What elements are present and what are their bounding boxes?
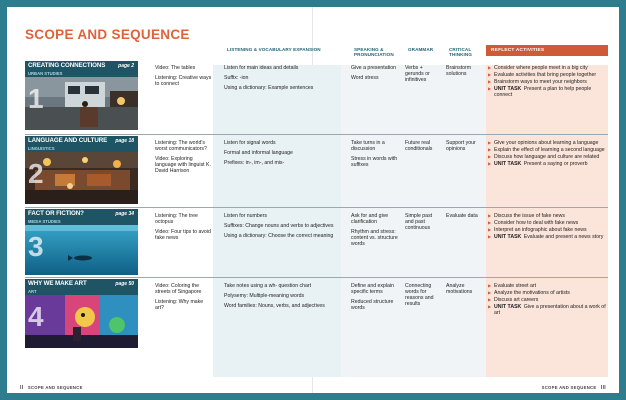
unit-subject: MEDIA STUDIES xyxy=(28,218,61,224)
scope-sequence-spread xyxy=(7,7,619,393)
reflect-text: Discuss the issue of fake news xyxy=(494,213,565,219)
cell-item: Listen for signal words xyxy=(224,140,276,146)
reflect-item xyxy=(488,220,606,226)
reflect-text: Brainstorm ways to meet your neighbors xyxy=(494,79,587,86)
cell-item: Polysemy: Multiple-meaning words xyxy=(224,293,305,300)
footer-right xyxy=(542,385,609,391)
cell-item: Future real conditionals xyxy=(405,140,433,153)
reflect-item xyxy=(488,65,606,71)
unit-photo xyxy=(25,295,138,348)
video-listening-cell xyxy=(155,213,213,245)
critical-thinking-cell xyxy=(446,65,484,81)
unit-page[interactable] xyxy=(115,281,134,287)
grammar-cell xyxy=(405,140,442,156)
unit-page[interactable] xyxy=(115,138,134,144)
reflect-text: Explain the effect of learning a second language xyxy=(494,147,605,154)
video-listening-cell xyxy=(155,283,213,315)
reflect-item xyxy=(488,79,606,85)
critical-thinking-cell xyxy=(446,283,484,299)
cell-item: Analyze motivations xyxy=(446,283,473,296)
unit-number: 3 xyxy=(28,231,44,262)
unit-row xyxy=(25,279,608,349)
unit-title-bar[interactable] xyxy=(25,209,138,225)
cell-item: Listening: The tree octopus xyxy=(155,213,198,226)
reflect-item xyxy=(488,147,606,153)
reflect-item xyxy=(488,161,606,167)
cell-item: Take notes using a wh- question chart xyxy=(224,283,312,289)
cell-item: Connecting words for reasons and results xyxy=(405,283,434,308)
reflect-item xyxy=(488,72,606,78)
cell-item: Ask for and give clarification xyxy=(351,213,389,226)
unit-subject: LINGUISTICS xyxy=(28,145,55,151)
unit-row xyxy=(25,61,608,132)
unit-task-label: UNIT TASK xyxy=(494,161,522,168)
cell-item: Stress in words with suffixes xyxy=(351,156,398,169)
cell-item: Take turns in a discussion xyxy=(351,140,385,153)
listening-vocab-cell xyxy=(224,213,334,243)
footer-running-head: SCOPE AND SEQUENCE xyxy=(27,385,83,390)
cell-item: Rhythm and stress: content vs. structure words xyxy=(351,229,398,248)
reflect-item xyxy=(488,227,606,233)
critical-thinking-cell xyxy=(446,213,484,223)
cell-item: Word stress xyxy=(351,75,379,82)
listening-vocab-cell xyxy=(224,65,334,95)
reflect-item xyxy=(488,154,606,160)
unit-title-bar[interactable] xyxy=(25,279,138,295)
header-critical: CRITICAL THINKING xyxy=(449,47,473,58)
video-listening-cell xyxy=(155,65,213,91)
unit-task-label: UNIT TASK xyxy=(494,304,522,311)
footer-page-number: II xyxy=(20,385,24,391)
cell-item: Reduced structure words xyxy=(351,299,394,312)
unit-title: CREATING CONNECTIONS xyxy=(28,62,106,69)
unit-title-bar[interactable] xyxy=(25,136,138,152)
reflect-item xyxy=(488,290,606,296)
page-word: page xyxy=(115,138,128,144)
cell-item: Give a presentation xyxy=(351,65,396,71)
row-divider xyxy=(25,277,608,278)
reflect-text: Present a saying or proverb xyxy=(523,161,588,168)
unit-number: 1 xyxy=(28,83,44,114)
cell-item: Define and explain specific terms xyxy=(351,283,394,296)
cell-item: Prefixes: in-, im-, and mis- xyxy=(224,160,285,167)
cell-item: Suffixes: Change nouns and verbs to adjectives xyxy=(224,223,334,230)
cell-item: Listen for numbers xyxy=(224,213,267,219)
unit-number: 4 xyxy=(28,301,44,332)
reflect-item xyxy=(488,297,606,303)
reflect-item xyxy=(488,213,606,219)
unit-photo xyxy=(25,77,138,130)
unit-title: WHY WE MAKE ART xyxy=(28,280,87,287)
cell-item: Video: Four tips to avoid fake news xyxy=(155,229,211,242)
footer-page-number: III xyxy=(600,385,606,391)
speaking-cell xyxy=(351,283,399,315)
reflect-text: Discuss art careers xyxy=(494,297,539,304)
listening-vocab-cell xyxy=(224,140,334,170)
page-word: page xyxy=(115,281,128,287)
unit-subject: URBAN STUDIES xyxy=(28,70,63,76)
page-word: page xyxy=(115,211,128,217)
footer-running-head: SCOPE AND SEQUENCE xyxy=(541,385,597,390)
critical-thinking-cell xyxy=(446,140,484,156)
unit-row xyxy=(25,209,608,276)
grammar-cell xyxy=(405,283,442,311)
reflect-text: Give a presentation about a work of art xyxy=(494,304,606,317)
cell-item: Support your opinions xyxy=(446,140,476,153)
unit-page[interactable] xyxy=(118,63,134,69)
cell-item: Evaluate data xyxy=(446,213,478,219)
cell-item: Video: Exploring language with linguist K. David Harrison xyxy=(155,156,211,175)
unit-task-label: UNIT TASK xyxy=(494,86,522,93)
cell-item: Brainstorm solutions xyxy=(446,65,472,78)
header-reflect: REFLECT ACTIVITIES xyxy=(486,45,608,56)
unit-page-number: 2 xyxy=(131,63,134,69)
reflect-text: Evaluate street art xyxy=(494,283,537,289)
reflect-item xyxy=(488,140,606,146)
cell-item: Using a dictionary: Choose the correct meaning xyxy=(224,233,334,240)
unit-photo xyxy=(25,152,138,204)
reflect-text: Consider how to deal with fake news xyxy=(494,220,579,227)
unit-row xyxy=(25,136,608,206)
reflect-cell xyxy=(488,213,606,241)
grammar-cell xyxy=(405,213,442,235)
reflect-text: Analyze the motivations of artists xyxy=(494,290,570,297)
cell-item: Listening: Why make art? xyxy=(155,299,204,312)
unit-page[interactable] xyxy=(115,211,134,217)
page-word: page xyxy=(118,63,130,69)
cell-item: Video: Coloring the streets of Singapore xyxy=(155,283,202,296)
unit-title-bar[interactable] xyxy=(25,61,138,77)
cell-item: Video: The tables xyxy=(155,65,196,71)
speaking-cell xyxy=(351,65,399,85)
header-grammar: GRAMMAR xyxy=(408,47,434,52)
footer-left xyxy=(17,385,83,391)
row-divider xyxy=(25,207,608,208)
row-divider xyxy=(25,134,608,135)
reflect-cell xyxy=(488,140,606,168)
cell-item: Suffix: -ion xyxy=(224,75,249,82)
grammar-cell xyxy=(405,65,442,87)
cell-item: Listen for main ideas and details xyxy=(224,65,299,71)
speaking-cell xyxy=(351,140,399,172)
reflect-cell xyxy=(488,283,606,317)
unit-title: FACT OR FICTION? xyxy=(28,210,84,217)
cell-item: Simple past and past continuous xyxy=(405,213,433,232)
reflect-text: Evaluate activities that bring people together xyxy=(494,72,597,79)
cell-item: Word families: Nouns, verbs, and adjectives xyxy=(224,303,325,310)
reflect-cell xyxy=(488,65,606,99)
reflect-text: Present a plan to help people connect xyxy=(494,86,592,99)
page-title: SCOPE AND SEQUENCE xyxy=(25,27,190,42)
cell-item: Listening: The world's worst communicators? xyxy=(155,140,207,153)
unit-subject: ART xyxy=(28,288,37,294)
reflect-item xyxy=(488,234,606,240)
unit-title: LANGUAGE AND CULTURE xyxy=(28,137,108,144)
cell-item: Using a dictionary: Example sentences xyxy=(224,85,314,92)
reflect-text: Consider where people meet in a big city xyxy=(494,65,588,71)
cell-item: Verbs + gerunds or infinitives xyxy=(405,65,430,84)
speaking-cell xyxy=(351,213,399,251)
cell-item: Listening: Creative ways to connect xyxy=(155,75,212,88)
unit-page-number: 34 xyxy=(128,211,134,217)
unit-photo xyxy=(25,225,138,275)
cell-item: Formal and informal language xyxy=(224,150,293,157)
header-speaking: SPEAKING & PRONUNCIATION xyxy=(354,47,394,58)
reflect-item xyxy=(488,86,606,98)
unit-page-number: 18 xyxy=(128,138,134,144)
reflect-item xyxy=(488,304,606,316)
reflect-text: Discuss how language and culture are related xyxy=(494,154,600,161)
listening-vocab-cell xyxy=(224,283,334,313)
unit-page-number: 50 xyxy=(128,281,134,287)
reflect-text: Give your opinions about learning a language xyxy=(494,140,599,146)
video-listening-cell xyxy=(155,140,213,178)
reflect-text: Evaluate and present a news story xyxy=(523,234,604,241)
header-listening: LISTENING & VOCABULARY EXPANSION xyxy=(227,47,321,52)
unit-task-label: UNIT TASK xyxy=(494,234,522,241)
reflect-item xyxy=(488,283,606,289)
unit-number: 2 xyxy=(28,158,44,189)
reflect-text: Interpret an infographic about fake news xyxy=(494,227,587,234)
